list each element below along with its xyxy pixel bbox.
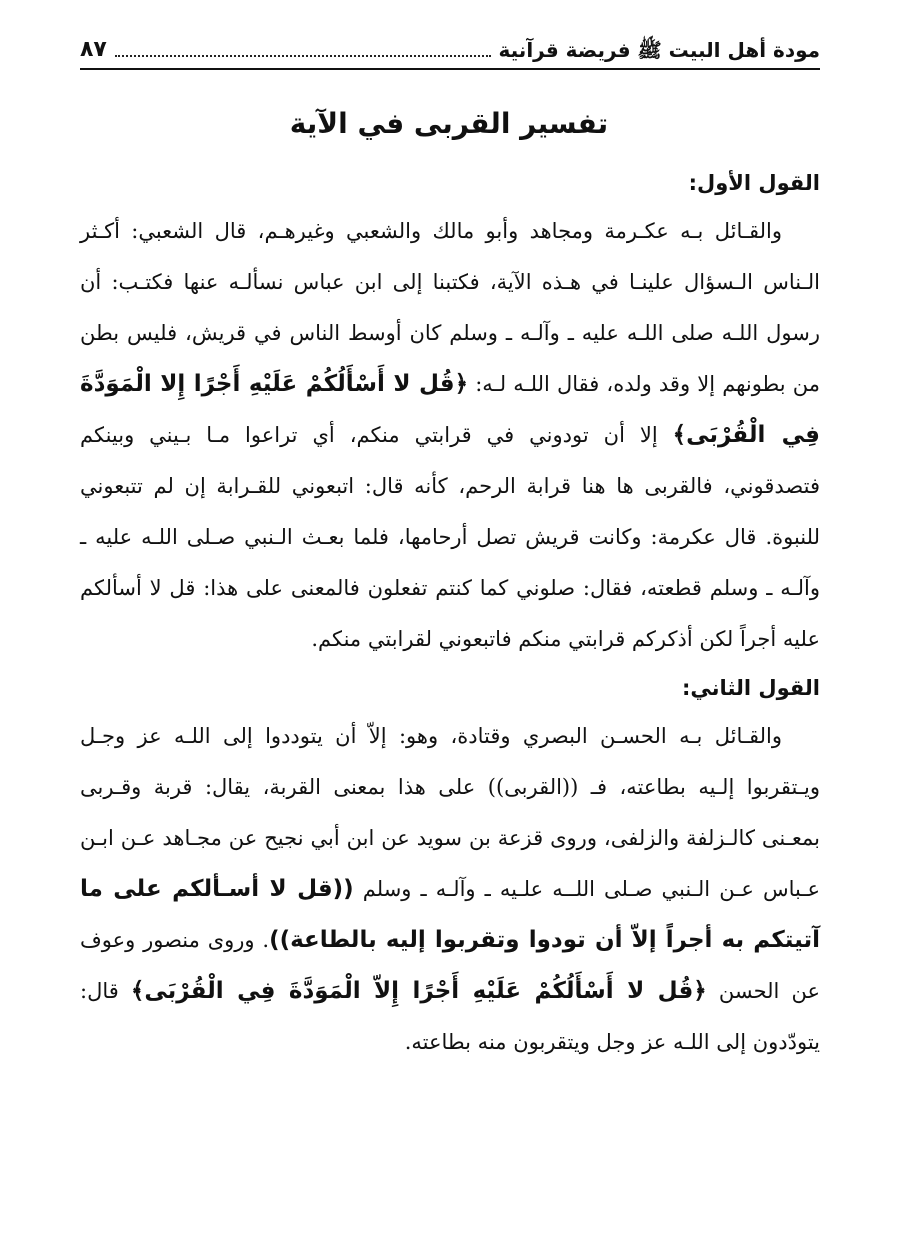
second-view-text-3: قال: يتودّدون إلى اللـه عز وجل ويتقربون منه بطاعته.: [80, 979, 820, 1054]
section-title: تفسير القربى في الآية: [289, 107, 609, 140]
running-header-title: مودة أهل البيت ﷺ فريضة قرآنية: [498, 38, 820, 62]
second-view-paragraph: [80, 711, 820, 1068]
first-view-heading: القول الأول:: [688, 171, 820, 195]
first-view-text-1: والقـائل بـه عكـرمة ومجاهد وأبو مالك والشعبي وغيرهـم، قال الشعبي: أكـثر الـناس الـسؤال علينـا في هـذه الآية، فكتبنا إلى ابن عباس نسألـه عنها فكتـب: أن رسول اللـه صلى اللـه عليه ـ وآلـه ـ وسلم كان أوسط الناس في قريش، فليس بطن من بطونهم إلا وقد ولده، فقال اللـه لـه:: [80, 219, 820, 396]
first-view-text-2: إلا أن تودوني في قرابتي منكم، أي تراعوا مـا بـيني وبينكم فتصدقوني، فالقربى ها هنا قرابة الرحم، كأنه قال: اتبعوني للقـرابة إن لم تتبعوني للنبوة. قال عكرمة: وكانت قريش تصل أرحامها، فلما بعـث الـنبي صـلى اللـه عليه ـ وآلـه ـ وسلم قطعته، فقال: صلوني كما كنتم تفعلون فالمعنى على هذا: قل لا أسألكم عليه أجراً لكن أذكركم قرابتي منكم فاتبعوني لقرابتي منكم.: [80, 423, 820, 651]
hadith-quote: ((قل لا أسـألكم على ما آتيتكم به أجراً إلاّ أن تودوا وتقربوا إليه بالطاعة)): [80, 876, 821, 953]
page-number: ٨٧: [80, 37, 107, 62]
page-body: [80, 160, 820, 1068]
quran-verse-1: ﴿قُل لا أَسْأَلُكُمْ عَلَيْهِ أَجْرًا إِلا الْمَوَدَّةَ فِي الْقُرْبَى﴾: [80, 371, 820, 448]
header-dot-leader: [115, 55, 491, 57]
second-view-text-2: . وروى منصور وعوف عن الحسن: [80, 928, 820, 1003]
second-view-heading: القول الثاني:: [682, 676, 820, 700]
first-view-paragraph: [80, 206, 820, 665]
header-rule: [80, 68, 820, 70]
second-view-text-1: والقـائل بـه الحسـن البصري وقتادة، وهو: إلاّ أن يتوددوا إلى اللـه عز وجـل ويـتقربوا إلـيه بطاعته، فـ ((القربى)) على هذا بمعنى القربة، يقال: قربة وقـربى بمعـنى كالـزلفة والزلفى، وروى قزعة بن سويد عن ابن أبي نجيح عن مجـاهد عـن ابـن عـباس عـن الـنبي صـلى اللــه علـيه ـ وآلـه ـ وسلم: [80, 724, 820, 901]
running-header: [80, 32, 820, 64]
quran-verse-2: ﴿قُل لا أَسْأَلُكُمْ عَلَيْهِ أَجْرًا إِلاّ الْمَوَدَّةَ فِي الْقُرْبَى﴾: [130, 978, 707, 1004]
